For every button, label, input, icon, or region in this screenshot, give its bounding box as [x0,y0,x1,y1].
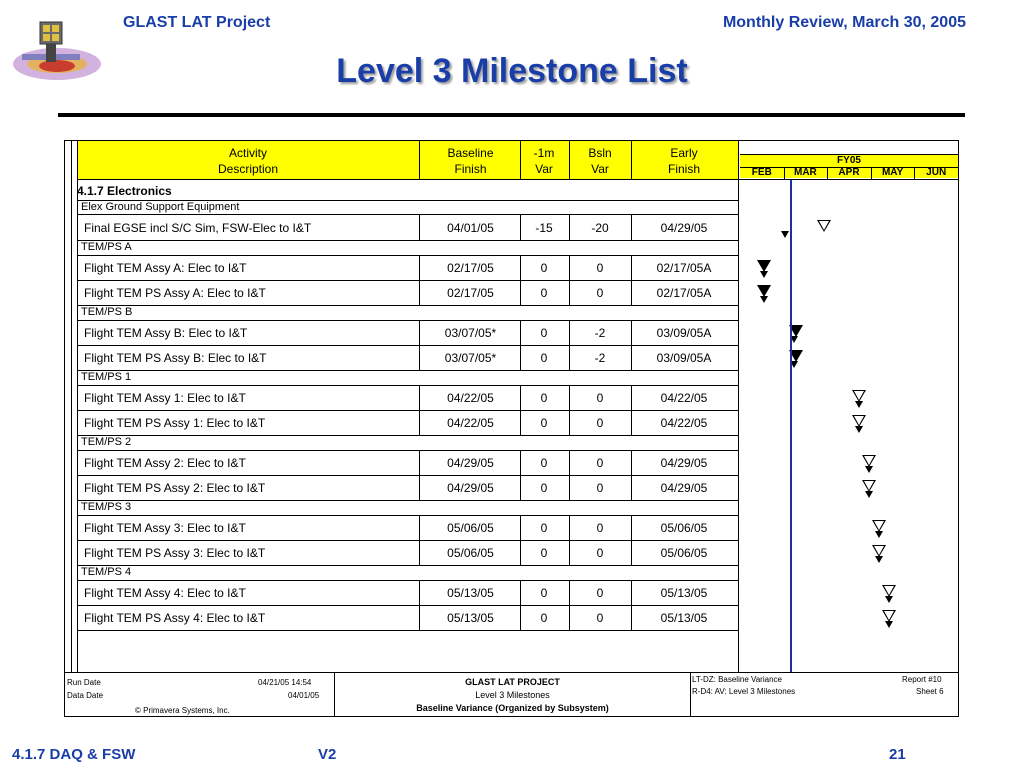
grid-line [520,450,521,475]
grid-line [569,475,570,500]
var1m-header-line1: -1m [533,146,555,160]
grid-line [569,540,570,565]
row-line [77,435,738,436]
table-row [77,280,738,305]
cell-early: 02/17/05A [656,286,712,300]
cell-baseline: 03/07/05* [444,326,497,340]
grid-line [520,280,521,305]
grid-line [738,141,739,672]
grid-line [631,215,632,240]
cell-bslnvar: 0 [596,261,604,275]
cell-desc: Final EGSE incl S/C Sim, FSW-Elec to I&T [84,221,312,235]
cell-bslnvar: 0 [596,611,604,625]
grid-line [520,515,521,540]
table-row [77,345,738,370]
cell-desc: Flight TEM Assy A: Elec to I&T [84,261,247,275]
month-apr: APR [838,167,860,178]
header-bottom-line [77,179,958,180]
cell-bslnvar: 0 [596,286,604,300]
footer-project: GLAST LAT PROJECT [465,677,560,687]
cell-baseline: 04/29/05 [447,481,494,495]
month-tick [871,167,872,179]
cell-var1m: 0 [540,546,548,560]
review-date: Monthly Review, March 30, 2005 [722,14,966,31]
baseline-marker [865,466,873,473]
table-row [77,450,738,475]
grid-line [520,385,521,410]
cell-early: 05/13/05 [660,586,708,600]
project-name: GLAST LAT Project [123,14,271,31]
grid-line [520,141,521,179]
baseline-marker [760,296,768,303]
page-title: Level 3 Milestone List [336,52,688,90]
footer-report-no: Report #10 [902,675,942,684]
cell-var1m: 0 [540,611,548,625]
grid-line [419,345,420,370]
group-label: TEM/PS 1 [81,371,132,383]
grid-line [419,215,420,240]
grid-line [520,540,521,565]
grid-line [419,605,420,630]
data-date-label: Data Date [67,691,104,700]
bslnvar-header [572,145,628,177]
grid-line [419,475,420,500]
cell-desc: Flight TEM PS Assy 3: Elec to I&T [84,546,266,560]
cell-early: 04/22/05 [660,416,708,430]
baseline-marker [855,401,863,408]
var1m-header-line2: Var [535,162,553,176]
group-label: TEM/PS B [81,306,133,318]
row-line [77,500,738,501]
grid-line [520,605,521,630]
page-number: 21 [889,746,906,763]
early-header-line1: Early [670,146,698,160]
grid-line [419,580,420,605]
cell-bslnvar: -2 [594,326,606,340]
footer-sheet: Sheet 6 [916,687,944,696]
grid-line [419,320,420,345]
cell-early: 03/09/05A [656,326,712,340]
grid-line [631,410,632,435]
activity-header-line1: Activity [228,146,267,160]
data-date-line [790,179,792,672]
month-may: MAY [881,167,904,178]
cell-early: 03/09/05A [656,351,712,365]
table-row [77,385,738,410]
cell-baseline: 04/22/05 [447,416,494,430]
baseline-marker [885,596,893,603]
cell-bslnvar: 0 [596,391,604,405]
cell-baseline: 03/07/05* [444,351,497,365]
copyright: © Primavera Systems, Inc. [135,706,230,715]
version-label: V2 [318,746,337,763]
table-row [77,515,738,540]
title-rule [58,113,965,117]
section-title: 4.1.7 Electronics [77,184,172,198]
group-label: TEM/PS 3 [81,501,132,513]
cell-var1m: 0 [540,391,548,405]
month-tick [914,167,915,179]
cell-var1m: 0 [540,261,548,275]
grid-line [419,450,420,475]
fy-divider [740,154,958,155]
footer-sep-2 [690,672,691,717]
fy-label: FY05 [837,155,861,166]
grid-line [631,345,632,370]
grid-line [569,410,570,435]
grid-line [419,540,420,565]
grid-line [569,141,570,179]
cell-desc: Flight TEM PS Assy 2: Elec to I&T [84,481,266,495]
early-header [634,145,734,177]
cell-early: 05/13/05 [660,611,708,625]
cell-bslnvar: 0 [596,521,604,535]
footer-filter: R-D4: AV: Level 3 Milestones [692,687,796,696]
grid-line [631,605,632,630]
table-row [77,410,738,435]
cell-bslnvar: 0 [596,456,604,470]
activity-header [78,145,418,177]
grid-line [631,141,632,179]
cell-desc: Flight TEM PS Assy 4: Elec to I&T [84,611,266,625]
cell-var1m: -15 [535,221,553,235]
grid-line [71,141,72,672]
table-row [77,255,738,280]
cell-var1m: 0 [540,326,548,340]
grid-line [419,255,420,280]
month-tick [827,167,828,179]
cell-bslnvar: 0 [596,481,604,495]
table-row [77,605,738,630]
early-finish-marker-inner [884,611,894,620]
cell-early: 05/06/05 [660,521,708,535]
cell-var1m: 0 [540,481,548,495]
milestone-table [64,140,959,717]
early-finish-marker-inner [819,221,829,230]
cell-bslnvar: -20 [591,221,609,235]
baseline-header [424,145,517,177]
cell-baseline: 02/17/05 [447,286,494,300]
grid-line [569,515,570,540]
data-date-value: 04/01/05 [288,691,320,700]
grid-line [631,385,632,410]
subsection-title: Elex Ground Support Equipment [81,201,240,213]
cell-baseline: 04/29/05 [447,456,494,470]
section-label: 4.1.7 DAQ & FSW [12,746,136,763]
early-finish-marker-inner [874,546,884,555]
grid-line [520,320,521,345]
early-finish-marker-inner [864,456,874,465]
grid-line [520,410,521,435]
cell-early: 04/29/05 [660,481,708,495]
footer-report: Level 3 Milestones [475,690,550,700]
grid-line [419,410,420,435]
row-line [77,240,738,241]
grid-line [631,450,632,475]
cell-var1m: 0 [540,521,548,535]
cell-early: 04/29/05 [660,456,708,470]
group-label: TEM/PS 4 [81,566,132,578]
cell-desc: Flight TEM PS Assy B: Elec to I&T [84,351,267,365]
baseline-header-line2: Finish [454,162,487,176]
run-date-value: 04/21/05 14:54 [258,678,312,687]
cell-var1m: 0 [540,456,548,470]
table-row [77,475,738,500]
cell-desc: Flight TEM PS Assy 1: Elec to I&T [84,416,266,430]
cell-bslnvar: 0 [596,416,604,430]
month-mar: MAR [794,167,817,178]
cell-desc: Flight TEM PS Assy A: Elec to I&T [84,286,266,300]
group-label: TEM/PS 2 [81,436,132,448]
month-feb: FEB [751,167,772,178]
bslnvar-header-line2: Var [591,162,609,176]
cell-desc: Flight TEM Assy B: Elec to I&T [84,326,248,340]
grid-line [631,280,632,305]
grid-line [631,515,632,540]
cell-baseline: 02/17/05 [447,261,494,275]
grid-line [569,345,570,370]
grid-line [631,580,632,605]
grid-line [77,141,78,672]
grid-line [419,515,420,540]
cell-var1m: 0 [540,416,548,430]
cell-bslnvar: -2 [594,351,606,365]
grid-line [520,345,521,370]
table-row [77,320,738,345]
baseline-marker [885,621,893,628]
row-line [77,305,738,306]
bslnvar-header-line1: Bsln [588,146,612,160]
footer-divider [65,672,958,673]
early-finish-marker-inner [874,521,884,530]
month-divider [740,167,958,168]
row-line [77,370,738,371]
early-header-line2: Finish [667,162,700,176]
grid-line [631,255,632,280]
baseline-marker [781,231,789,238]
cell-early: 02/17/05A [656,261,712,275]
cell-baseline: 05/13/05 [447,586,494,600]
cell-baseline: 04/01/05 [447,221,494,235]
grid-line [631,475,632,500]
cell-baseline: 05/13/05 [447,611,494,625]
grid-line [520,475,521,500]
cell-early: 05/06/05 [660,546,708,560]
row-line [77,200,738,201]
early-finish-marker-inner [854,416,864,425]
group-label: TEM/PS A [81,241,132,253]
grid-line [569,320,570,345]
cell-bslnvar: 0 [596,546,604,560]
cell-baseline: 05/06/05 [447,546,494,560]
cell-bslnvar: 0 [596,586,604,600]
grid-line [569,605,570,630]
cell-desc: Flight TEM Assy 1: Elec to I&T [84,391,246,405]
row-line [77,565,738,566]
grid-line [569,450,570,475]
footer-layout: LT-DZ: Baseline Variance [692,675,782,684]
early-finish-marker-inner [884,586,894,595]
grid-line [631,320,632,345]
grid-line [419,280,420,305]
grid-line [569,580,570,605]
run-date-label: Run Date [67,678,101,687]
baseline-marker [855,426,863,433]
baseline-marker [875,531,883,538]
month-tick [784,167,785,179]
activity-header-line2: Description [217,162,279,176]
row-line [77,630,738,631]
cell-baseline: 04/22/05 [447,391,494,405]
cell-desc: Flight TEM Assy 4: Elec to I&T [84,586,246,600]
cell-var1m: 0 [540,351,548,365]
grid-line [569,215,570,240]
baseline-marker [865,491,873,498]
grid-line [419,385,420,410]
table-row [77,580,738,605]
month-jun: JUN [926,167,947,178]
cell-baseline: 05/06/05 [447,521,494,535]
table-row [77,215,738,240]
cell-desc: Flight TEM Assy 2: Elec to I&T [84,456,246,470]
table-row [77,540,738,565]
grid-line [569,255,570,280]
cell-var1m: 0 [540,286,548,300]
var1m-header [522,145,566,177]
early-finish-marker-inner [864,481,874,490]
baseline-header-line1: Baseline [447,146,494,160]
grid-line [569,280,570,305]
grid-line [520,580,521,605]
grid-line [631,540,632,565]
cell-early: 04/22/05 [660,391,708,405]
grid-line [419,141,420,179]
grid-line [520,215,521,240]
cell-var1m: 0 [540,586,548,600]
cell-desc: Flight TEM Assy 3: Elec to I&T [84,521,246,535]
early-finish-marker-inner [854,391,864,400]
grid-line [569,385,570,410]
grid-line [520,255,521,280]
footer-subtitle: Baseline Variance (Organized by Subsystem) [416,703,609,713]
baseline-marker [875,556,883,563]
cell-early: 04/29/05 [660,221,708,235]
baseline-marker [760,271,768,278]
